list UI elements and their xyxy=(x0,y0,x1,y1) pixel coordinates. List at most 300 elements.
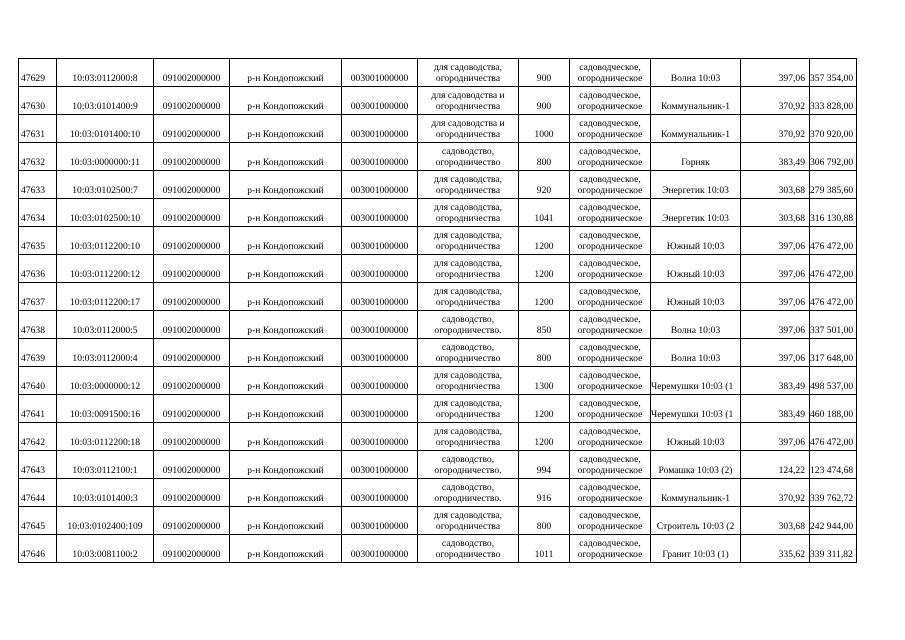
cadastral-value-text: 306 792,00 xyxy=(810,157,854,168)
land-group-line-2: огородническое xyxy=(577,241,643,252)
cadastral-value-text: 476 472,00 xyxy=(810,269,854,280)
cadastral-value-cell xyxy=(810,199,857,227)
table-row xyxy=(19,451,857,479)
okato-code-text: 091002000000 xyxy=(162,353,221,364)
land-group-cell xyxy=(570,171,651,199)
area-text: 916 xyxy=(536,493,552,504)
cadastral-number-text: 10:03:0000000:12 xyxy=(69,381,141,392)
row-number-cell xyxy=(19,227,57,255)
row-number-cell xyxy=(19,507,57,535)
land-group-line-2: огородническое xyxy=(577,185,643,196)
association-name-text: Волна 10:03 xyxy=(670,353,721,364)
cadastral-number-cell xyxy=(57,479,154,507)
permitted-use-cell xyxy=(418,367,519,395)
okato-code-text: 091002000000 xyxy=(162,409,221,420)
okato-code-cell xyxy=(154,479,230,507)
category-code-cell xyxy=(342,255,418,283)
permitted-use-line-1: для садоводства, xyxy=(433,398,503,409)
land-group-line-1: садоводческое, xyxy=(579,90,641,101)
land-group-cell xyxy=(570,451,651,479)
association-name-cell xyxy=(651,283,741,311)
category-code-text: 003001000000 xyxy=(350,241,409,252)
association-name-cell xyxy=(651,339,741,367)
table-row xyxy=(19,115,857,143)
category-code-text: 003001000000 xyxy=(350,465,409,476)
cadastral-number-text: 10:03:0081100:2 xyxy=(72,549,138,560)
category-code-cell xyxy=(342,283,418,311)
category-code-cell xyxy=(342,199,418,227)
association-name-cell xyxy=(651,395,741,423)
specific-value-text: 383,49 xyxy=(778,157,805,168)
association-name-cell xyxy=(651,367,741,395)
okato-code-cell xyxy=(154,367,230,395)
area-text: 1200 xyxy=(534,409,554,420)
cadastral-value-text: 460 188,00 xyxy=(810,409,854,420)
association-name-text: Черемушки 10:03 (1 xyxy=(651,409,734,420)
cadastral-value-text: 317 648,00 xyxy=(810,353,854,364)
specific-value-text: 303,68 xyxy=(778,213,805,224)
land-group-line-1: садоводческое, xyxy=(579,370,641,381)
table-row xyxy=(19,339,857,367)
cadastral-value-cell xyxy=(810,59,857,87)
cadastral-number-cell xyxy=(57,115,154,143)
cadastral-value-text: 476 472,00 xyxy=(810,241,854,252)
land-group-line-2: огородническое xyxy=(577,381,643,392)
association-name-cell xyxy=(651,479,741,507)
district-text: р-н Кондопожский xyxy=(247,381,324,392)
specific-value-text: 124,22 xyxy=(778,465,805,476)
area-cell xyxy=(519,339,570,367)
land-group-line-1: садоводческое, xyxy=(579,482,641,493)
category-code-text: 003001000000 xyxy=(350,493,409,504)
specific-value-text: 397,06 xyxy=(778,353,805,364)
okato-code-cell xyxy=(154,507,230,535)
cadastral-number-text: 10:03:0102400:109 xyxy=(67,521,143,532)
district-text: р-н Кондопожский xyxy=(247,549,324,560)
row-number-text: 47646 xyxy=(21,549,45,560)
cadastral-value-text: 370 920,00 xyxy=(810,129,854,140)
category-code-cell xyxy=(342,311,418,339)
district-text: р-н Кондопожский xyxy=(247,269,324,280)
permitted-use-line-1: для садоводства, xyxy=(433,174,503,185)
land-group-line-1: садоводческое, xyxy=(579,202,641,213)
category-code-text: 003001000000 xyxy=(350,101,409,112)
cadastral-number-text: 10:03:0102500:10 xyxy=(69,213,141,224)
permitted-use-line-2: огородничество. xyxy=(434,493,502,504)
row-number-text: 47644 xyxy=(21,493,45,504)
district-text: р-н Кондопожский xyxy=(247,241,324,252)
row-number-text: 47632 xyxy=(21,157,45,168)
cadastral-number-text: 10:03:0101400:10 xyxy=(69,129,141,140)
row-number-text: 47633 xyxy=(21,185,45,196)
permitted-use-cell xyxy=(418,535,519,563)
cadastral-number-cell xyxy=(57,395,154,423)
area-cell xyxy=(519,311,570,339)
specific-value-text: 397,06 xyxy=(778,325,805,336)
okato-code-text: 091002000000 xyxy=(162,437,221,448)
area-text: 900 xyxy=(536,73,552,84)
cadastral-value-text: 357 354,00 xyxy=(810,73,854,84)
association-name-cell xyxy=(651,451,741,479)
district-cell xyxy=(230,199,342,227)
permitted-use-cell xyxy=(418,311,519,339)
cadastral-number-text: 10:03:0112100:1 xyxy=(72,465,138,476)
association-name-cell xyxy=(651,87,741,115)
specific-value-text: 383,49 xyxy=(778,409,805,420)
association-name-cell xyxy=(651,59,741,87)
cadastral-number-cell xyxy=(57,535,154,563)
area-text: 994 xyxy=(536,465,552,476)
permitted-use-cell xyxy=(418,451,519,479)
row-number-cell xyxy=(19,395,57,423)
permitted-use-line-2: огородничество xyxy=(435,353,501,364)
district-cell xyxy=(230,255,342,283)
okato-code-cell xyxy=(154,423,230,451)
specific-value-cell xyxy=(741,87,810,115)
land-group-line-1: садоводческое, xyxy=(579,62,641,73)
permitted-use-cell xyxy=(418,339,519,367)
area-text: 800 xyxy=(536,353,552,364)
cadastral-number-text: 10:03:0112200:12 xyxy=(70,269,140,280)
land-group-line-2: огородническое xyxy=(577,493,643,504)
association-name-text: Коммунальник-1 xyxy=(660,129,731,140)
land-group-line-2: огородническое xyxy=(577,437,643,448)
permitted-use-line-1: для садоводства, xyxy=(433,62,503,73)
land-group-line-2: огородническое xyxy=(577,269,643,280)
cadastral-value-text: 337 501,00 xyxy=(810,325,854,336)
permitted-use-cell xyxy=(418,87,519,115)
district-cell xyxy=(230,311,342,339)
okato-code-text: 091002000000 xyxy=(162,101,221,112)
land-group-cell xyxy=(570,479,651,507)
permitted-use-line-1: для садоводства, xyxy=(433,510,503,521)
land-group-line-2: огородническое xyxy=(577,297,643,308)
district-cell xyxy=(230,283,342,311)
table-row xyxy=(19,199,857,227)
association-name-text: Гранит 10:03 (1) xyxy=(662,549,729,560)
category-code-text: 003001000000 xyxy=(350,185,409,196)
cadastral-value-text: 333 828,00 xyxy=(810,101,854,112)
cadastral-number-cell xyxy=(57,171,154,199)
association-name-text: Горняк xyxy=(681,157,710,168)
land-group-cell xyxy=(570,339,651,367)
land-group-cell xyxy=(570,283,651,311)
land-group-line-1: садоводческое, xyxy=(579,538,641,549)
land-group-line-1: садоводческое, xyxy=(579,426,641,437)
row-number-cell xyxy=(19,423,57,451)
association-name-text: Строитель 10:03 (2 xyxy=(656,521,735,532)
permitted-use-cell xyxy=(418,507,519,535)
land-group-line-2: огородническое xyxy=(577,325,643,336)
cadastral-value-cell xyxy=(810,255,857,283)
land-group-cell xyxy=(570,535,651,563)
cadastral-number-text: 10:03:0112000:4 xyxy=(72,353,138,364)
land-group-cell xyxy=(570,115,651,143)
land-group-line-2: огородническое xyxy=(577,73,643,84)
category-code-cell xyxy=(342,115,418,143)
permitted-use-line-1: для садоводства и xyxy=(431,90,505,101)
cadastral-number-cell xyxy=(57,451,154,479)
specific-value-text: 383,49 xyxy=(778,381,805,392)
row-number-cell xyxy=(19,479,57,507)
permitted-use-line-2: огородничества xyxy=(435,73,501,84)
land-group-cell xyxy=(570,199,651,227)
cadastral-number-cell xyxy=(57,59,154,87)
association-name-cell xyxy=(651,199,741,227)
permitted-use-line-1: садоводство, xyxy=(441,538,495,549)
area-cell xyxy=(519,423,570,451)
association-name-text: Южный 10:03 xyxy=(666,241,725,252)
land-group-line-1: садоводческое, xyxy=(579,146,641,157)
area-cell xyxy=(519,283,570,311)
okato-code-text: 091002000000 xyxy=(162,381,221,392)
district-text: р-н Кондопожский xyxy=(247,73,324,84)
table-row xyxy=(19,59,857,87)
row-number-text: 47642 xyxy=(21,437,45,448)
cadastral-number-cell xyxy=(57,339,154,367)
district-text: р-н Кондопожский xyxy=(247,185,324,196)
land-cadastre-table xyxy=(18,58,857,563)
district-text: р-н Кондопожский xyxy=(247,465,324,476)
table-row xyxy=(19,283,857,311)
association-name-cell xyxy=(651,171,741,199)
land-group-line-2: огородническое xyxy=(577,213,643,224)
land-group-line-1: садоводческое, xyxy=(579,286,641,297)
row-number-text: 47631 xyxy=(21,129,45,140)
association-name-text: Энергетик 10:03 xyxy=(662,185,729,196)
land-group-line-2: огородническое xyxy=(577,521,643,532)
permitted-use-line-2: огородничества xyxy=(435,241,501,252)
specific-value-text: 397,06 xyxy=(778,241,805,252)
association-name-cell xyxy=(651,535,741,563)
category-code-text: 003001000000 xyxy=(350,353,409,364)
land-group-cell xyxy=(570,143,651,171)
area-cell xyxy=(519,227,570,255)
row-number-text: 47630 xyxy=(21,101,45,112)
cadastral-value-cell xyxy=(810,311,857,339)
specific-value-text: 370,92 xyxy=(778,129,805,140)
row-number-text: 47639 xyxy=(21,353,45,364)
row-number-text: 47645 xyxy=(21,521,45,532)
category-code-text: 003001000000 xyxy=(350,157,409,168)
okato-code-cell xyxy=(154,171,230,199)
cadastral-number-cell xyxy=(57,227,154,255)
okato-code-cell xyxy=(154,143,230,171)
specific-value-text: 303,68 xyxy=(778,185,805,196)
row-number-cell xyxy=(19,283,57,311)
row-number-text: 47638 xyxy=(21,325,45,336)
table-row xyxy=(19,311,857,339)
association-name-text: Южный 10:03 xyxy=(666,297,725,308)
okato-code-cell xyxy=(154,395,230,423)
association-name-cell xyxy=(651,255,741,283)
category-code-text: 003001000000 xyxy=(350,437,409,448)
district-cell xyxy=(230,367,342,395)
okato-code-text: 091002000000 xyxy=(162,325,221,336)
specific-value-cell xyxy=(741,143,810,171)
cadastral-value-text: 498 537,00 xyxy=(810,381,854,392)
district-text: р-н Кондопожский xyxy=(247,437,324,448)
cadastral-value-cell xyxy=(810,535,857,563)
okato-code-cell xyxy=(154,451,230,479)
land-group-line-2: огородническое xyxy=(577,465,643,476)
cadastral-number-cell xyxy=(57,199,154,227)
association-name-cell xyxy=(651,423,741,451)
permitted-use-line-1: для садоводства, xyxy=(433,202,503,213)
category-code-text: 003001000000 xyxy=(350,73,409,84)
category-code-text: 003001000000 xyxy=(350,269,409,280)
category-code-text: 003001000000 xyxy=(350,381,409,392)
specific-value-cell xyxy=(741,535,810,563)
district-text: р-н Кондопожский xyxy=(247,521,324,532)
cadastral-number-text: 10:03:0000000:11 xyxy=(70,157,140,168)
specific-value-text: 335,62 xyxy=(778,549,805,560)
area-text: 1200 xyxy=(534,269,554,280)
land-group-line-2: огородническое xyxy=(577,157,643,168)
cadastral-value-text: 123 474,68 xyxy=(810,465,854,476)
area-cell xyxy=(519,367,570,395)
permitted-use-line-1: садоводство, xyxy=(441,342,495,353)
land-group-line-1: садоводческое, xyxy=(579,230,641,241)
land-group-line-2: огородническое xyxy=(577,129,643,140)
cadastral-number-cell xyxy=(57,87,154,115)
category-code-cell xyxy=(342,423,418,451)
permitted-use-cell xyxy=(418,283,519,311)
cadastral-number-text: 10:03:0091500:16 xyxy=(69,409,141,420)
district-text: р-н Кондопожский xyxy=(247,213,324,224)
okato-code-cell xyxy=(154,255,230,283)
cadastral-value-text: 316 130,88 xyxy=(810,213,854,224)
district-text: р-н Кондопожский xyxy=(247,297,324,308)
cadastral-value-cell xyxy=(810,423,857,451)
cadastral-value-cell xyxy=(810,479,857,507)
okato-code-text: 091002000000 xyxy=(162,185,221,196)
table-row xyxy=(19,87,857,115)
specific-value-cell xyxy=(741,423,810,451)
okato-code-cell xyxy=(154,535,230,563)
row-number-text: 47634 xyxy=(21,213,45,224)
cadastral-value-cell xyxy=(810,507,857,535)
row-number-cell xyxy=(19,171,57,199)
area-cell xyxy=(519,199,570,227)
permitted-use-cell xyxy=(418,479,519,507)
permitted-use-cell xyxy=(418,255,519,283)
specific-value-text: 370,92 xyxy=(778,493,805,504)
area-cell xyxy=(519,143,570,171)
category-code-cell xyxy=(342,171,418,199)
area-cell xyxy=(519,171,570,199)
category-code-cell xyxy=(342,227,418,255)
cadastral-value-text: 476 472,00 xyxy=(810,297,854,308)
area-text: 1200 xyxy=(534,297,554,308)
row-number-cell xyxy=(19,115,57,143)
association-name-text: Волна 10:03 xyxy=(670,325,721,336)
cadastral-value-text: 476 472,00 xyxy=(810,437,854,448)
permitted-use-line-2: огородничество. xyxy=(434,465,502,476)
area-text: 800 xyxy=(536,157,552,168)
permitted-use-cell xyxy=(418,227,519,255)
specific-value-cell xyxy=(741,507,810,535)
okato-code-cell xyxy=(154,339,230,367)
permitted-use-cell xyxy=(418,143,519,171)
district-text: р-н Кондопожский xyxy=(247,157,324,168)
specific-value-cell xyxy=(741,59,810,87)
category-code-cell xyxy=(342,143,418,171)
association-name-text: Энергетик 10:03 xyxy=(662,213,729,224)
okato-code-text: 091002000000 xyxy=(162,157,221,168)
table-row xyxy=(19,479,857,507)
district-text: р-н Кондопожский xyxy=(247,129,324,140)
permitted-use-line-2: огородничества xyxy=(435,521,501,532)
land-group-line-1: садоводческое, xyxy=(579,118,641,129)
specific-value-cell xyxy=(741,451,810,479)
land-group-line-2: огородническое xyxy=(577,549,643,560)
permitted-use-line-2: огородничества xyxy=(435,269,501,280)
permitted-use-line-2: огородничества xyxy=(435,437,501,448)
okato-code-cell xyxy=(154,199,230,227)
cadastral-number-cell xyxy=(57,311,154,339)
area-text: 920 xyxy=(536,185,552,196)
cadastral-number-cell xyxy=(57,507,154,535)
specific-value-text: 397,06 xyxy=(778,437,805,448)
land-group-line-2: огородническое xyxy=(577,353,643,364)
land-group-cell xyxy=(570,255,651,283)
permitted-use-line-2: огородничества xyxy=(435,129,501,140)
okato-code-text: 091002000000 xyxy=(162,465,221,476)
table-row xyxy=(19,367,857,395)
cadastral-number-text: 10:03:0102500:7 xyxy=(72,185,138,196)
area-text: 1011 xyxy=(534,549,554,560)
permitted-use-line-1: для садоводства, xyxy=(433,258,503,269)
land-group-cell xyxy=(570,507,651,535)
table-row xyxy=(19,423,857,451)
cadastral-value-cell xyxy=(810,395,857,423)
cadastral-value-cell xyxy=(810,283,857,311)
specific-value-cell xyxy=(741,283,810,311)
district-cell xyxy=(230,143,342,171)
specific-value-cell xyxy=(741,255,810,283)
okato-code-cell xyxy=(154,59,230,87)
permitted-use-cell xyxy=(418,171,519,199)
table-row xyxy=(19,255,857,283)
association-name-text: Коммунальник-1 xyxy=(660,493,731,504)
permitted-use-line-2: огородничества xyxy=(435,185,501,196)
row-number-cell xyxy=(19,311,57,339)
land-group-cell xyxy=(570,367,651,395)
cadastral-number-cell xyxy=(57,367,154,395)
category-code-text: 003001000000 xyxy=(350,521,409,532)
area-cell xyxy=(519,451,570,479)
area-cell xyxy=(519,59,570,87)
permitted-use-line-2: огородничества xyxy=(435,409,501,420)
land-group-cell xyxy=(570,311,651,339)
cadastral-value-cell xyxy=(810,367,857,395)
okato-code-text: 091002000000 xyxy=(162,129,221,140)
association-name-text: Коммунальник-1 xyxy=(660,101,731,112)
area-cell xyxy=(519,507,570,535)
permitted-use-cell xyxy=(418,395,519,423)
association-name-cell xyxy=(651,227,741,255)
row-number-cell xyxy=(19,451,57,479)
area-text: 900 xyxy=(536,101,552,112)
category-code-cell xyxy=(342,479,418,507)
district-cell xyxy=(230,87,342,115)
cadastral-number-text: 10:03:0112000:5 xyxy=(72,325,138,336)
cadastral-value-cell xyxy=(810,451,857,479)
specific-value-cell xyxy=(741,171,810,199)
table-row xyxy=(19,507,857,535)
row-number-text: 47629 xyxy=(21,73,45,84)
